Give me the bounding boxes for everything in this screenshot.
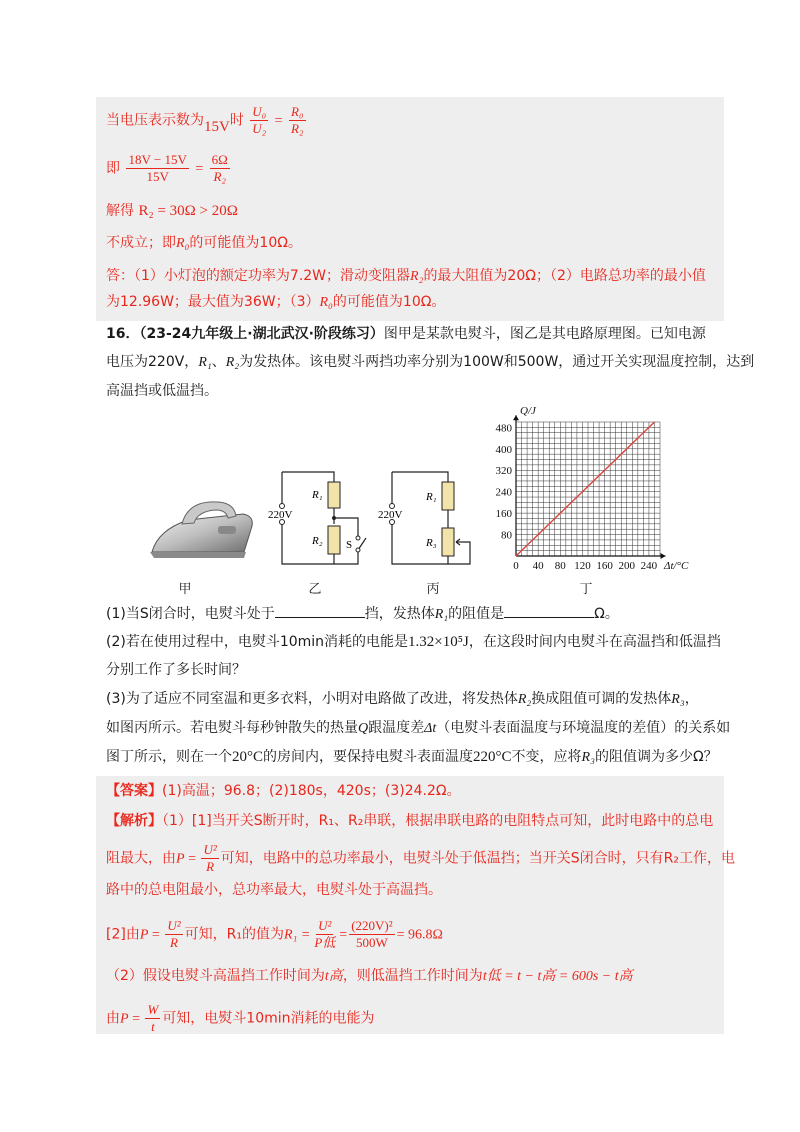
x-tick-label: 40 — [532, 560, 544, 572]
analysis-4-den2: P低 — [314, 935, 336, 950]
y-tick-label: 80 — [501, 529, 512, 542]
analysis-6-eq: = — [128, 1011, 144, 1027]
stem-2b: 为发热体。该电熨斗两挡功率分别为100W和500W，通过开关实现温度控制，达到 — [239, 354, 755, 370]
analysis-4-num: U² — [167, 918, 181, 933]
x-tick-label: 80 — [554, 560, 566, 572]
question-source: （23-24九年级上·湖北武汉·阶段练习） — [139, 326, 384, 342]
prev-line-3-eq: R₂ = 30Ω > 20Ω — [138, 203, 238, 219]
stem-2a: 电压为220V， — [106, 354, 199, 370]
eq2-lhs — [126, 152, 188, 185]
x-tick-label: 0 — [513, 560, 519, 572]
analysis-2-num: U² — [203, 842, 217, 857]
prev-answer-2 — [106, 292, 445, 313]
q2b: ，在这段时间内电熨斗在高温挡和低温挡 — [468, 634, 721, 650]
question-stem-1-text: 图甲是某款电熨斗，图乙是其电路原理图。已知电源 — [383, 326, 706, 342]
q3j: 的阻值调为多少Ω？ — [594, 749, 718, 765]
q1c: 的阻值是 — [448, 606, 505, 622]
analysis-6a: 由 — [106, 1010, 120, 1027]
eq2-lhs-den: 15V — [146, 169, 169, 184]
question-number: 16． — [106, 326, 140, 342]
analysis-4-result: = 96.8Ω — [396, 927, 443, 943]
question-stem-2 — [106, 352, 754, 373]
figure-label-jia: 甲 — [178, 582, 192, 597]
circuit-bing — [372, 460, 482, 576]
q3-t2: 220°C — [473, 749, 512, 765]
answer-tag: 【答案】 — [106, 783, 162, 799]
y-axis-arrow — [513, 415, 519, 420]
eq1-lhs-den: U₂ — [252, 121, 267, 136]
analysis-4-frac2 — [312, 918, 337, 951]
bing-voltage: 220V — [378, 509, 403, 521]
eq2-lhs-num: 18V − 15V — [128, 152, 187, 167]
y-tick-label: 480 — [495, 422, 512, 435]
prev-answer-b: 的最大阻值为20Ω；（2）电路总功率的最小值 — [423, 268, 706, 284]
analysis-line-5 — [106, 966, 633, 987]
q3e: 跟温度差 — [368, 720, 425, 736]
x-axis-label: Δt/°C — [664, 560, 689, 572]
analysis-2a: 阻最大，由 — [106, 850, 176, 867]
analysis-4-frac — [165, 918, 182, 951]
yi-r2: R₂ — [312, 535, 323, 547]
eq2-rhs — [210, 152, 230, 185]
analysis-4-num3: (220V)² — [351, 918, 393, 933]
analysis-5b: ，则低温挡工作时间为 — [342, 968, 483, 984]
question-stem-1 — [106, 324, 706, 344]
prev-line-4-b: 的可能值为10Ω。 — [189, 235, 302, 251]
q3-t1: 20°C — [232, 749, 264, 765]
prev-answer-d: 的可能值为10Ω。 — [332, 294, 446, 310]
y-axis-label: Q/J — [520, 405, 536, 417]
bing-r3: R₃ — [426, 537, 437, 549]
q1-var: R₁ — [434, 607, 449, 622]
analysis-4-frac3 — [349, 918, 394, 951]
prev-line-2-prefix: 即 — [106, 160, 120, 177]
eq1-rhs — [289, 104, 305, 137]
analysis-4-r1: R₁ = — [283, 927, 311, 943]
analysis-2-frac — [201, 842, 218, 875]
q-dt-chart — [486, 396, 706, 580]
analysis-4b: 可知，R₁的值为 — [184, 926, 284, 943]
circuit-yi — [262, 460, 372, 576]
analysis-4-den: R — [169, 935, 178, 950]
answer-text: (1)高温；96.8；(2)180s，420s；(3)24.2Ω。 — [162, 783, 461, 799]
analysis-6-P: P — [120, 1011, 129, 1027]
series-line — [516, 422, 654, 556]
sub-question-2 — [106, 632, 721, 652]
yi-r1: R₁ — [312, 489, 323, 501]
sub-question-1 — [106, 603, 619, 625]
r1-resistor — [328, 482, 340, 508]
analysis-6-num: W — [147, 1002, 159, 1017]
stem-3: 高温挡或低温挡。 — [106, 383, 218, 399]
analysis-line-3 — [106, 880, 442, 900]
analysis-6-den: t — [151, 1019, 155, 1034]
prev-answer-var: R₂ — [410, 269, 424, 284]
q2-value: 1.32×10⁵J — [408, 634, 469, 650]
q1a: (1)当S闭合时，电熨斗处于 — [106, 606, 275, 622]
figure-label-ding: 丁 — [579, 582, 593, 597]
r1-resistor-bing — [442, 482, 454, 510]
analysis-5-eq: t低 = t − t高 = 600s − t高 — [482, 969, 633, 984]
analysis-6-frac — [145, 1002, 160, 1035]
solution-answer — [106, 781, 461, 801]
x-tick-label: 200 — [618, 560, 636, 572]
q3-var1: R₂ — [517, 692, 532, 707]
q3-dt: Δt — [424, 721, 437, 736]
analysis-4-eq2: = — [339, 927, 348, 943]
figure-label-yi: 乙 — [308, 582, 322, 597]
q3-var2: R₃ — [671, 692, 685, 707]
analysis-4-num2: U² — [318, 918, 332, 933]
analysis-4-den3: 500W — [356, 935, 388, 950]
sub-question-3b — [106, 718, 730, 739]
eq2-rhs-den: R₂ — [213, 169, 226, 184]
question-stem-3 — [106, 381, 218, 401]
bing-r1: R₁ — [426, 491, 437, 503]
analysis-6b: 可知，电熨斗10min消耗的电能为 — [162, 1010, 375, 1027]
analysis-1: （1）[1]当开关S断开时，R₁、R₂串联，根据串联电路的电阻特点可知，此时电路中的总电 — [162, 813, 714, 829]
stem-2-var2: R₂ — [225, 355, 240, 370]
prev-line-1-text: 当电压表示数为 — [106, 112, 204, 129]
analysis-4-eq: = — [148, 927, 164, 943]
prev-answer-a: 答：（1）小灯泡的额定功率为7.2W；滑动变阻器 — [106, 268, 411, 284]
analysis-2-den: R — [206, 859, 215, 874]
stem-2-sep: 、 — [211, 354, 226, 370]
r3-resistor — [442, 528, 454, 556]
prev-line-3 — [106, 201, 238, 221]
prev-line-4 — [106, 233, 302, 254]
q3f: （电熨斗表面温度与环境温度的差值）的关系如 — [436, 720, 731, 736]
x-axis-arrow — [661, 553, 666, 559]
eq1-lhs — [250, 104, 268, 137]
q3h: 的房间内，要保持电熨斗表面温度 — [263, 749, 474, 765]
answer-blank-1[interactable] — [275, 603, 365, 618]
y-tick-label: 240 — [495, 486, 512, 499]
q2c: 分别工作了多长时间？ — [106, 662, 246, 678]
analysis-line-2 — [106, 842, 735, 875]
prev-line-2: 即 $\frac{18V - 15V}{15V}$ = $\frac{6\Omega}{\text{R₂}}$ — [106, 152, 228, 184]
r2-resistor — [328, 526, 340, 554]
y-tick-label: 400 — [495, 443, 512, 456]
q3g: 图丁所示，则在一个 — [106, 749, 232, 765]
q3c: ， — [684, 691, 699, 707]
eq1-rhs-den: R₂ — [291, 121, 304, 136]
prev-answer-c: 为12.96W；最大值为36W；（3） — [106, 294, 320, 310]
prev-line-3-prefix: 解得 — [106, 203, 134, 219]
q1d: Ω。 — [594, 606, 619, 622]
analysis-2b: 可知，电路中的总功率最小，电熨斗处于低温挡；当开关S闭合时，只有R₂工作，电 — [220, 850, 735, 867]
q2a: (2)若在使用过程中，电熨斗10min消耗的电能是 — [106, 634, 409, 650]
q3a: (3)为了适应不同室温和更多衣料，小明对电路做了改进，将发热体 — [106, 691, 518, 707]
q3i: 不变，应将 — [511, 749, 582, 765]
analysis-2-P: P — [176, 851, 185, 867]
yi-switch: S — [346, 539, 353, 551]
q3d: 如图丙所示。若电熨斗每秒钟散失的热量 — [106, 720, 358, 736]
prev-line-4-a: 不成立；即 — [106, 235, 176, 251]
analysis-4-P: P — [139, 927, 149, 943]
eq1-lhs-num: U₀ — [252, 104, 267, 119]
figure-label-bing: 丙 — [426, 582, 440, 597]
analysis-line-6 — [106, 1002, 375, 1035]
q3-Q: Q — [358, 721, 369, 736]
x-tick-label: 120 — [574, 560, 591, 572]
prev-line-1-when: 时 — [229, 112, 244, 129]
x-tick-label: 240 — [640, 560, 658, 572]
stem-2-var1: R₁ — [198, 355, 212, 370]
x-tick-label: 160 — [596, 560, 613, 572]
y-tick-label: 160 — [495, 508, 512, 521]
prev-line-1: 当电压表示数为15V时 $\frac{\text{U₀}}{\text{U₂}}$ = $\frac{\text{R₀}}{\text{R₂}}$ — [106, 104, 304, 136]
iron-image — [148, 490, 258, 570]
sub-question-3c — [106, 747, 718, 768]
prev-answer-1 — [106, 266, 706, 287]
q1b: 挡，发热体 — [364, 606, 435, 622]
q3b: 换成阻值可调的发热体 — [531, 691, 672, 707]
q3-var3: R₃ — [581, 750, 595, 765]
analysis-line-1 — [106, 811, 713, 831]
analysis-2-eq: = — [184, 851, 200, 867]
analysis-3: 路中的总电阻最小，总功率最大，电熨斗处于高温挡。 — [106, 882, 442, 898]
analysis-5a: （2）假设电熨斗高温挡工作时间为 — [106, 968, 325, 984]
answer-blank-2[interactable] — [504, 603, 594, 618]
analysis-5-t: t高 — [324, 969, 343, 984]
analysis-4a: [2]由 — [106, 926, 140, 943]
sub-question-3 — [106, 689, 699, 710]
prev-line-1-value: 15V — [204, 118, 230, 135]
y-tick-label: 320 — [495, 465, 512, 478]
analysis-line-4 — [106, 918, 443, 951]
analysis-tag: 【解析】 — [106, 813, 162, 829]
sub-question-2b — [106, 660, 246, 680]
prev-answer-var2: R₀ — [319, 295, 333, 310]
prev-line-4-var: R₀ — [176, 236, 190, 251]
eq1-rhs-num: R₀ — [291, 104, 304, 119]
eq2-rhs-num: 6Ω — [211, 152, 228, 167]
yi-voltage: 220V — [268, 509, 293, 521]
